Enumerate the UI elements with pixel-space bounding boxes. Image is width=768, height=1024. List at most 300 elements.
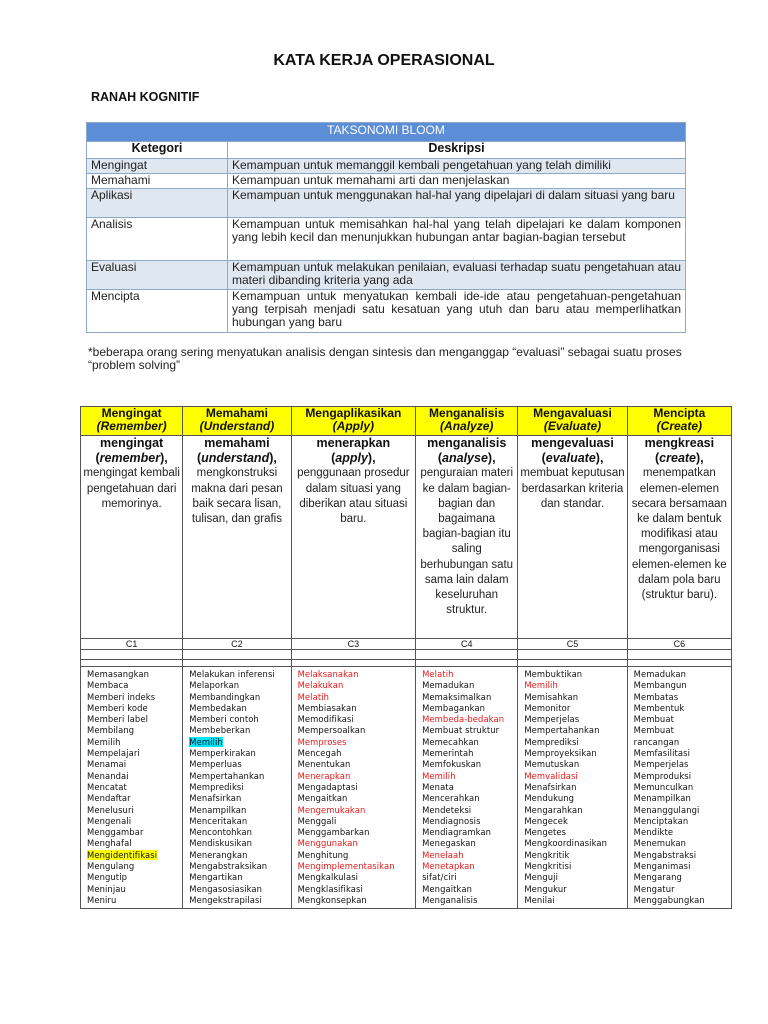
operational-verb bbox=[422, 816, 513, 827]
operational-verb-text: Memberi label bbox=[87, 714, 148, 725]
operational-verb bbox=[524, 680, 622, 691]
operational-verb bbox=[422, 782, 513, 793]
operational-verb bbox=[298, 669, 412, 680]
operational-verb-text: Membaca bbox=[87, 680, 129, 691]
operational-verb-text: Memperluas bbox=[189, 759, 242, 770]
operational-verb-text: Mengukur bbox=[524, 883, 567, 894]
operational-verb bbox=[422, 714, 513, 725]
operational-verb bbox=[87, 805, 178, 816]
operational-verb bbox=[189, 782, 286, 793]
operational-verb-text: Membagankan bbox=[422, 702, 486, 713]
level-verb: mengevaluasi (evaluate), bbox=[531, 436, 614, 466]
operational-verb bbox=[422, 805, 513, 816]
operational-verb-text: Mendeteksi bbox=[422, 804, 472, 815]
operational-verb-text: Menguji bbox=[524, 872, 559, 883]
operational-verb bbox=[524, 827, 622, 838]
operational-verb bbox=[422, 725, 513, 736]
operational-verb bbox=[422, 692, 513, 703]
level-verb-text: mengingat bbox=[100, 436, 164, 450]
operational-verb bbox=[634, 669, 727, 680]
operational-verb bbox=[298, 759, 412, 770]
operational-verb bbox=[298, 850, 412, 861]
operational-verb bbox=[87, 748, 178, 759]
operational-verb-text: Menerangkan bbox=[189, 849, 248, 860]
spacer-cell bbox=[183, 660, 291, 667]
operational-verb-text: Memfasilitasi bbox=[633, 748, 691, 759]
operational-verb bbox=[87, 827, 178, 838]
operational-verb bbox=[634, 692, 727, 703]
operational-verb-text: Mendiagramkan bbox=[422, 827, 492, 838]
operational-verb-text: Mengkritik bbox=[524, 849, 570, 860]
level-description-cell bbox=[291, 436, 416, 639]
level-code: C6 bbox=[627, 639, 731, 650]
operational-verb bbox=[422, 737, 513, 748]
operational-verb-text: Mencatat bbox=[87, 781, 127, 792]
page-title: KATA KERJA OPERASIONAL bbox=[273, 52, 495, 69]
spacer-cell bbox=[291, 650, 416, 660]
operational-verb bbox=[87, 850, 178, 861]
bloom-description-cell: Kemampuan untuk memahami arti dan menjelaskan bbox=[228, 174, 686, 189]
operational-verb-text: Mengkonsepkan bbox=[297, 894, 367, 905]
level-header bbox=[627, 407, 731, 436]
operational-verb bbox=[189, 838, 286, 849]
bloom-row bbox=[87, 159, 686, 174]
operational-verb-text: Menelaah bbox=[422, 849, 464, 860]
operational-verb-text: Mempertahankan bbox=[189, 770, 265, 781]
operational-verb-text: Mengabstraksikan bbox=[189, 861, 268, 872]
column-header-category: Ketegori bbox=[87, 142, 228, 159]
operational-verb bbox=[189, 827, 286, 838]
spacer-cell bbox=[81, 650, 183, 660]
operational-verb bbox=[87, 782, 178, 793]
operational-verb bbox=[634, 816, 727, 827]
operational-verb-text: Mengarahkan bbox=[524, 804, 583, 815]
operational-verb bbox=[422, 872, 513, 883]
bloom-taxonomy-table bbox=[86, 122, 686, 333]
operational-verb-text: Memproyeksikan bbox=[524, 748, 597, 759]
operational-verb-text: Menampilkan bbox=[189, 804, 247, 815]
operational-verb bbox=[298, 714, 412, 725]
level-description-cell bbox=[183, 436, 291, 639]
operational-verb-text: Menggambar bbox=[87, 827, 144, 838]
operational-verb-text: Membuat struktur bbox=[422, 725, 500, 736]
operational-verb-text: Memproduksi bbox=[633, 770, 692, 781]
operational-verb-text: Menamai bbox=[87, 759, 127, 770]
operational-verb-text: Memilih bbox=[524, 680, 558, 691]
operational-verb bbox=[189, 850, 286, 861]
operational-verb-text: Mengasosiasikan bbox=[189, 883, 263, 894]
level-english: (Create) bbox=[656, 419, 703, 433]
section-subtitle: RANAH KOGNITIF bbox=[91, 90, 200, 104]
operational-verb bbox=[634, 725, 727, 736]
operational-verb bbox=[189, 669, 286, 680]
operational-verb bbox=[189, 714, 286, 725]
level-verb-text: mengevaluasi bbox=[531, 436, 614, 450]
level-verb-text: menganalisis bbox=[427, 436, 507, 450]
operational-verb bbox=[634, 737, 727, 748]
spacer-cell bbox=[518, 650, 627, 660]
operational-verb bbox=[524, 759, 622, 770]
operational-verb bbox=[87, 872, 178, 883]
operational-verb bbox=[524, 714, 622, 725]
operational-verb bbox=[634, 895, 727, 906]
level-verb: mengingat (remember), bbox=[95, 436, 168, 466]
operational-verb-text: Membilang bbox=[87, 725, 135, 736]
operational-verb bbox=[422, 838, 513, 849]
operational-verb bbox=[524, 737, 622, 748]
operational-verb-text: Menghitung bbox=[297, 849, 349, 860]
operational-verb bbox=[189, 793, 286, 804]
operational-verb-text: Menganalisis bbox=[422, 894, 478, 905]
operational-verb-text: Melatih bbox=[422, 669, 454, 679]
operational-verb-text: Membentuk bbox=[633, 702, 685, 713]
spacer-cell bbox=[518, 660, 627, 667]
operational-verb bbox=[422, 759, 513, 770]
operational-verb bbox=[298, 861, 412, 872]
level-header bbox=[183, 407, 291, 436]
operational-verb bbox=[422, 703, 513, 714]
operational-verb-text: Membuat bbox=[633, 725, 674, 736]
operational-verb-text: Mengkritisi bbox=[524, 861, 572, 872]
level-description-cell bbox=[416, 436, 518, 639]
operational-verb-text: Menceritakan bbox=[189, 815, 248, 826]
operational-verb bbox=[298, 838, 412, 849]
operational-verb-text: Memilih bbox=[422, 770, 456, 781]
level-verb-english: evaluate bbox=[545, 451, 596, 466]
operational-verb bbox=[189, 703, 286, 714]
operational-verb bbox=[298, 793, 412, 804]
operational-verb bbox=[298, 703, 412, 714]
operational-verb-text: Memperjelas bbox=[524, 714, 580, 725]
operational-verb-text: Mengaitkan bbox=[422, 883, 472, 894]
operational-verb bbox=[189, 895, 286, 906]
operational-verb-text: Melakukan inferensi bbox=[189, 669, 275, 679]
operational-verb bbox=[298, 748, 412, 759]
level-verb-english: understand bbox=[201, 451, 270, 466]
operational-verb bbox=[87, 771, 178, 782]
level-description-text: membuat keputusan berdasarkan kriteria dan standar. bbox=[520, 467, 625, 510]
operational-verb-text: Memadukan bbox=[422, 680, 475, 691]
operational-verb-text: Mengartikan bbox=[189, 872, 243, 883]
operational-verb-text: Membiasakan bbox=[297, 702, 357, 713]
operational-verb-text: Mengatur bbox=[633, 883, 675, 894]
level-verb: menerapkan (apply), bbox=[316, 436, 391, 466]
operational-verb-text: Menggali bbox=[297, 815, 337, 826]
spacer-cell bbox=[416, 660, 518, 667]
operational-verb-text: Memunculkan bbox=[633, 781, 694, 792]
operational-verb-text: Menanggulangi bbox=[633, 804, 700, 815]
operational-verb-text: Memfokuskan bbox=[422, 759, 482, 770]
operational-verb-text: Menelusuri bbox=[87, 804, 134, 815]
operational-verb bbox=[524, 816, 622, 827]
level-verb: mengkreasi (create), bbox=[644, 436, 715, 466]
operational-verb-text: Memberi kode bbox=[87, 702, 148, 713]
operational-verb bbox=[634, 714, 727, 725]
operational-verb bbox=[189, 861, 286, 872]
operational-verb-text: Menilai bbox=[524, 894, 555, 905]
operational-verb bbox=[189, 748, 286, 759]
operational-verb bbox=[524, 838, 622, 849]
operational-verb bbox=[87, 669, 178, 680]
operational-verb-text: sifat/ciri bbox=[422, 872, 457, 883]
operational-verb-text: Menggabungkan bbox=[633, 894, 705, 905]
operational-verb bbox=[189, 759, 286, 770]
operational-verb bbox=[422, 669, 513, 680]
operational-verb bbox=[634, 759, 727, 770]
level-word-list bbox=[291, 667, 416, 909]
operational-verb bbox=[87, 816, 178, 827]
level-description-cell bbox=[81, 436, 183, 639]
operational-verb-text: Meniru bbox=[87, 894, 117, 905]
operational-verb bbox=[189, 692, 286, 703]
operational-verb bbox=[524, 805, 622, 816]
operational-verb bbox=[524, 771, 622, 782]
operational-verb-text: Mendiagnosis bbox=[422, 815, 481, 826]
operational-verb bbox=[298, 782, 412, 793]
operational-verb-text: Menafsirkan bbox=[189, 793, 242, 804]
bloom-row bbox=[87, 218, 686, 261]
bloom-row bbox=[87, 290, 686, 333]
operational-verb bbox=[524, 692, 622, 703]
bloom-description-cell: Kemampuan untuk menyatukan kembali ide-ide atau pengetahuan-pengetahuan yang terpisah menjadi satu kesatuan yang utuh dan baru atau memperlihatkan hubungan yang baru bbox=[228, 290, 686, 333]
level-english: (Remember) bbox=[96, 419, 167, 433]
level-verb-text: menerapkan bbox=[316, 436, 391, 450]
operational-verb bbox=[87, 793, 178, 804]
operational-verb-text: Mendaftar bbox=[87, 793, 131, 804]
operational-verb bbox=[524, 669, 622, 680]
operational-verb-text: Menemukan bbox=[633, 838, 687, 849]
operational-verb bbox=[524, 861, 622, 872]
operational-verb bbox=[87, 692, 178, 703]
level-header bbox=[291, 407, 416, 436]
operational-verb-text: Menghafal bbox=[87, 838, 132, 849]
operational-verb bbox=[298, 895, 412, 906]
operational-verb-text: Melakukan bbox=[297, 680, 344, 691]
operational-verb-text: Menandai bbox=[87, 770, 129, 781]
operational-verb bbox=[87, 703, 178, 714]
operational-verb bbox=[298, 884, 412, 895]
operational-verb bbox=[87, 725, 178, 736]
operational-verb bbox=[87, 838, 178, 849]
operational-verb-text: Memisahkan bbox=[524, 691, 579, 702]
bloom-description-cell: Kemampuan untuk melakukan penilaian, evaluasi terhadap suatu pengetahuan atau materi dibanding kriteria yang ada bbox=[228, 261, 686, 290]
operational-verb-text: Mengimplementasikan bbox=[297, 861, 395, 872]
operational-verb bbox=[634, 793, 727, 804]
spacer-cell bbox=[627, 660, 731, 667]
operational-verb-text: Membatas bbox=[633, 691, 679, 702]
operational-verb-text: Mengkoordinasikan bbox=[524, 838, 608, 849]
operational-verb-text: Memadukan bbox=[633, 669, 687, 679]
level-english: (Evaluate) bbox=[543, 419, 602, 433]
column-header-description: Deskripsi bbox=[228, 142, 686, 159]
operational-verb-text: Mengutip bbox=[87, 872, 128, 883]
level-header bbox=[81, 407, 183, 436]
level-verb: menganalisis (analyse), bbox=[427, 436, 507, 466]
operational-verb-text: Memaksimalkan bbox=[422, 691, 492, 702]
operational-verb bbox=[298, 816, 412, 827]
level-code: C2 bbox=[183, 639, 291, 650]
operational-verb-text: Mempertahankan bbox=[524, 725, 600, 736]
operational-verb bbox=[189, 771, 286, 782]
bloom-category-cell: Mengingat bbox=[87, 159, 228, 174]
operational-verb bbox=[422, 861, 513, 872]
operational-verb-text: Memprediksi bbox=[524, 736, 579, 747]
operational-verb-text: Mempelajari bbox=[87, 748, 140, 759]
operational-verb bbox=[298, 872, 412, 883]
operational-verb-text: Mengekstrapilasi bbox=[189, 894, 262, 905]
operational-verb-text: Melaporkan bbox=[189, 680, 240, 691]
operational-verb bbox=[298, 771, 412, 782]
level-english: (Apply) bbox=[332, 419, 374, 433]
level-verb-text: mengkreasi bbox=[644, 436, 715, 450]
bloom-row bbox=[87, 189, 686, 218]
level-description-cell bbox=[518, 436, 627, 639]
operational-verb bbox=[524, 850, 622, 861]
operational-verb-text: Mengaitkan bbox=[297, 793, 348, 804]
operational-verb bbox=[422, 827, 513, 838]
level-verb-english: analyse bbox=[442, 451, 488, 466]
operational-verb-text: Menciptakan bbox=[633, 815, 689, 826]
cognitive-levels-table bbox=[80, 406, 732, 909]
operational-verb-text: Mengemukakan bbox=[297, 804, 366, 815]
level-description-text: mengingat kembali pengetahuan dari memorinya. bbox=[83, 467, 180, 510]
level-name: Mengavaluasi bbox=[533, 406, 612, 420]
operational-verb-text: Memodifikasi bbox=[297, 714, 354, 725]
operational-verb-text: Memilih bbox=[189, 736, 223, 747]
operational-verb-text: Memvalidasi bbox=[524, 770, 578, 781]
operational-verb-text: Mengenali bbox=[87, 815, 132, 826]
bloom-description-cell: Kemampuan untuk memisahkan hal-hal yang telah dipelajari ke dalam komponen yang lebih kecil dan menunjukkan hubungan antar bagian-bagian tersebut bbox=[228, 218, 686, 261]
operational-verb-text: Memecahkan bbox=[422, 736, 479, 747]
operational-verb-text: Memilih bbox=[87, 736, 121, 747]
level-code: C5 bbox=[518, 639, 627, 650]
spacer-cell bbox=[627, 650, 731, 660]
operational-verb bbox=[87, 759, 178, 770]
level-english: (Understand) bbox=[199, 419, 275, 433]
operational-verb bbox=[634, 872, 727, 883]
level-verb-english: create bbox=[659, 451, 697, 466]
operational-verb-text: Memberi contoh bbox=[189, 714, 259, 725]
operational-verb-text: Memonitor bbox=[524, 702, 571, 713]
bloom-category-cell: Analisis bbox=[87, 218, 228, 261]
operational-verb bbox=[634, 805, 727, 816]
operational-verb bbox=[634, 838, 727, 849]
operational-verb bbox=[634, 748, 727, 759]
level-word-list bbox=[81, 667, 183, 909]
level-code: C4 bbox=[416, 639, 518, 650]
operational-verb bbox=[87, 737, 178, 748]
operational-verb bbox=[87, 861, 178, 872]
operational-verb bbox=[422, 748, 513, 759]
operational-verb-text: Menampilkan bbox=[633, 793, 691, 804]
level-name: Memahami bbox=[205, 406, 268, 420]
operational-verb bbox=[634, 861, 727, 872]
operational-verb-text: Menegaskan bbox=[422, 838, 476, 849]
operational-verb-text: Menentukan bbox=[297, 759, 351, 770]
level-name: Mencipta bbox=[653, 406, 706, 420]
operational-verb bbox=[524, 748, 622, 759]
operational-verb-text: Memberi indeks bbox=[87, 691, 156, 702]
operational-verb bbox=[298, 805, 412, 816]
bloom-table-header: TAKSONOMI BLOOM bbox=[87, 123, 686, 142]
operational-verb-text: Mengulang bbox=[87, 861, 135, 872]
operational-verb-text: Mengidentifikasi bbox=[87, 849, 158, 860]
operational-verb-text: Mengabstraksi bbox=[633, 849, 697, 860]
operational-verb bbox=[634, 680, 727, 691]
level-name: Mengaplikasikan bbox=[305, 406, 402, 420]
operational-verb bbox=[189, 816, 286, 827]
bloom-category-cell: Mencipta bbox=[87, 290, 228, 333]
bloom-category-cell: Aplikasi bbox=[87, 189, 228, 218]
operational-verb-text: Mencontohkan bbox=[189, 827, 253, 838]
operational-verb bbox=[87, 680, 178, 691]
spacer-cell bbox=[81, 660, 183, 667]
operational-verb-text: Menetapkan bbox=[422, 861, 475, 872]
level-word-list bbox=[416, 667, 518, 909]
operational-verb bbox=[524, 895, 622, 906]
operational-verb-text: Mengadaptasi bbox=[297, 781, 358, 792]
operational-verb bbox=[634, 782, 727, 793]
level-name: Mengingat bbox=[101, 406, 162, 420]
level-verb: memahami (understand), bbox=[196, 436, 277, 466]
operational-verb-text: Mempersoalkan bbox=[297, 725, 366, 736]
operational-verb-text: Memutuskan bbox=[524, 759, 580, 770]
operational-verb-text: Mengarang bbox=[633, 872, 682, 883]
level-verb-text: memahami bbox=[204, 436, 270, 450]
operational-verb bbox=[634, 884, 727, 895]
operational-verb bbox=[422, 793, 513, 804]
operational-verb-text: Melaksanakan bbox=[297, 669, 359, 679]
level-english: (Analyze) bbox=[440, 419, 494, 433]
bloom-row bbox=[87, 174, 686, 189]
operational-verb-text: Melatih bbox=[297, 691, 330, 702]
bloom-category-cell: Evaluasi bbox=[87, 261, 228, 290]
operational-verb bbox=[524, 872, 622, 883]
level-description-text: penggunaan prosedur dalam situasi yang diberikan atau situasi baru. bbox=[297, 467, 410, 526]
operational-verb bbox=[524, 725, 622, 736]
operational-verb-text: Menganimasi bbox=[633, 861, 691, 872]
operational-verb-text: Membandingkan bbox=[189, 691, 261, 702]
operational-verb-text: Meninjau bbox=[87, 883, 126, 894]
operational-verb bbox=[298, 680, 412, 691]
level-name: Menganalisis bbox=[429, 406, 505, 420]
operational-verb bbox=[524, 793, 622, 804]
operational-verb bbox=[634, 703, 727, 714]
operational-verb-text: Menggunakan bbox=[297, 838, 358, 849]
operational-verb-text: rancangan bbox=[633, 736, 680, 747]
operational-verb-text: Membeberkan bbox=[189, 725, 251, 736]
operational-verb bbox=[422, 884, 513, 895]
operational-verb-text: Memperkirakan bbox=[189, 748, 256, 759]
operational-verb-text: Memproses bbox=[297, 736, 347, 747]
operational-verb bbox=[298, 725, 412, 736]
bloom-description-cell: Kemampuan untuk menggunakan hal-hal yang dipelajari di dalam situasi yang baru bbox=[228, 189, 686, 218]
operational-verb-text: Membuat bbox=[633, 714, 674, 725]
operational-verb-text: Menata bbox=[422, 781, 454, 792]
operational-verb-text: Mendikte bbox=[633, 827, 674, 838]
operational-verb bbox=[422, 680, 513, 691]
level-header bbox=[416, 407, 518, 436]
level-verb-english: apply bbox=[335, 451, 368, 466]
level-description-text: mengkonstruksi makna dari pesan baik secara lisan, tulisan, dan grafis bbox=[191, 467, 283, 526]
footnote: *beberapa orang sering menyatukan analisis dengan sintesis dan menganggap “evaluasi” sebagai suatu proses “problem solving” bbox=[88, 345, 682, 372]
operational-verb bbox=[189, 884, 286, 895]
bloom-category-cell: Memahami bbox=[87, 174, 228, 189]
operational-verb bbox=[422, 771, 513, 782]
operational-verb bbox=[298, 692, 412, 703]
level-word-list bbox=[183, 667, 291, 909]
operational-verb-text: Membangun bbox=[633, 680, 687, 691]
